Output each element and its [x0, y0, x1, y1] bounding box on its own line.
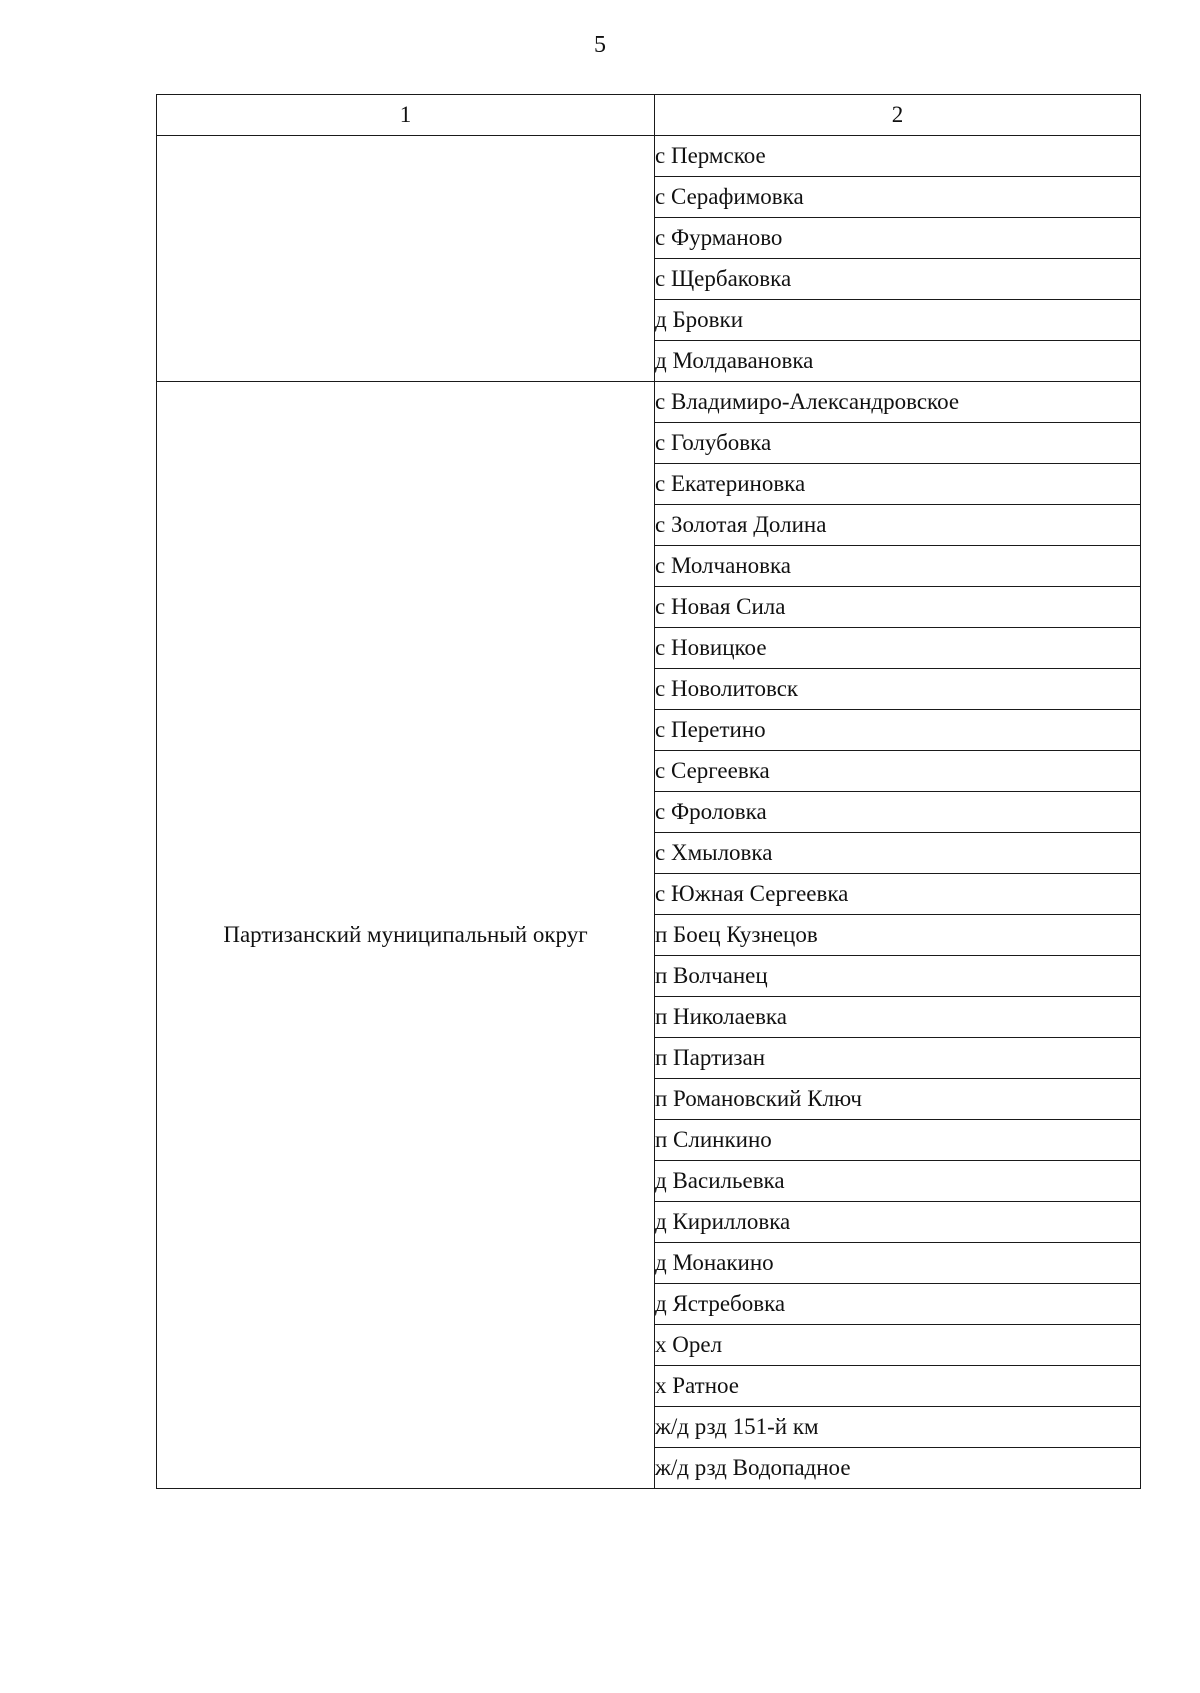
settlement-cell: х Ратное	[655, 1366, 1141, 1407]
settlement-cell: с Новолитовск	[655, 669, 1141, 710]
district-name-cell	[157, 136, 655, 382]
settlement-cell: д Кирилловка	[655, 1202, 1141, 1243]
settlement-cell: с Золотая Долина	[655, 505, 1141, 546]
settlement-cell: с Щербаковка	[655, 259, 1141, 300]
settlement-cell: с Молчановка	[655, 546, 1141, 587]
settlement-cell: с Голубовка	[655, 423, 1141, 464]
settlement-cell: с Новая Сила	[655, 587, 1141, 628]
settlement-cell: с Новицкое	[655, 628, 1141, 669]
settlement-cell: д Бровки	[655, 300, 1141, 341]
column-header-1: 1	[157, 95, 655, 136]
settlement-cell: с Пермское	[655, 136, 1141, 177]
table-header-row	[157, 95, 1141, 136]
settlement-cell: п Партизан	[655, 1038, 1141, 1079]
page-number: 5	[594, 32, 606, 58]
settlement-cell: с Фурманово	[655, 218, 1141, 259]
settlement-cell: п Николаевка	[655, 997, 1141, 1038]
settlement-cell: с Сергеевка	[655, 751, 1141, 792]
table-row	[157, 382, 1141, 423]
settlement-cell: с Екатериновка	[655, 464, 1141, 505]
settlement-cell: д Монакино	[655, 1243, 1141, 1284]
settlement-cell: с Владимиро-Александровское	[655, 382, 1141, 423]
settlement-cell: п Слинкино	[655, 1120, 1141, 1161]
settlement-cell: д Васильевка	[655, 1161, 1141, 1202]
settlements-table	[156, 94, 1141, 1489]
table-row	[157, 136, 1141, 177]
district-name-cell: Партизанский муниципальный округ	[157, 382, 655, 1489]
settlement-cell: с Фроловка	[655, 792, 1141, 833]
settlement-cell: п Романовский Ключ	[655, 1079, 1141, 1120]
settlement-cell: с Хмыловка	[655, 833, 1141, 874]
settlement-cell: с Серафимовка	[655, 177, 1141, 218]
settlement-cell: х Орел	[655, 1325, 1141, 1366]
settlement-cell: с Южная Сергеевка	[655, 874, 1141, 915]
settlement-cell: с Перетино	[655, 710, 1141, 751]
settlement-cell: ж/д рзд Водопадное	[655, 1448, 1141, 1489]
settlement-cell: ж/д рзд 151-й км	[655, 1407, 1141, 1448]
settlement-cell: п Боец Кузнецов	[655, 915, 1141, 956]
settlement-cell: д Молдавановка	[655, 341, 1141, 382]
settlement-cell: д Ястребовка	[655, 1284, 1141, 1325]
settlement-cell: п Волчанец	[655, 956, 1141, 997]
column-header-2: 2	[655, 95, 1141, 136]
